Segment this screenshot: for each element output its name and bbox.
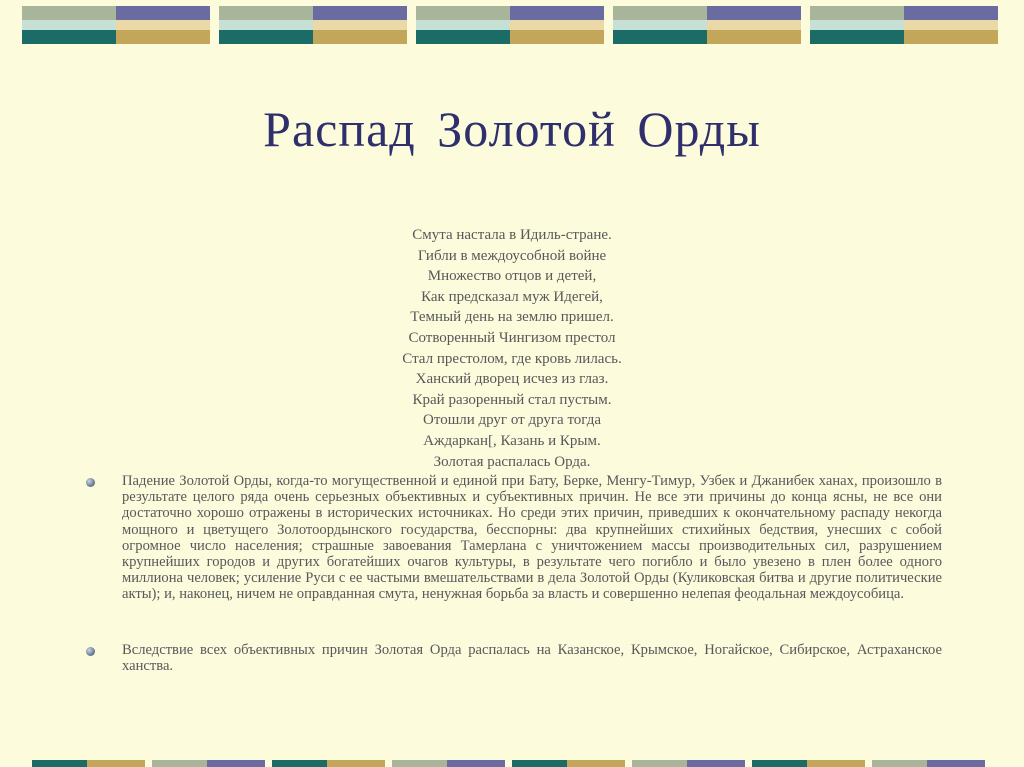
decor-tile	[416, 6, 604, 44]
poem	[300, 225, 724, 472]
poem-line: Стал престолом, где кровь лилась.	[402, 350, 622, 367]
bullet-paragraph: Вследствие всех объективных причин Золотая Орда распалась на Казанское, Крымское, Ногайское, Сибирское, Астраханское ханства.	[122, 642, 942, 675]
decor-tile	[219, 6, 407, 44]
poem-line: Аждаркан[, Казань и Крым.	[423, 432, 601, 449]
bullet-paragraph: Падение Золотой Орды, когда-то могущественной и единой при Бату, Берке, Менгу-Тимур, Узбек и Джанибек ханах, произошло в результате целого ряда очень серьезных объективных и субъективных причин. Не все эти причины до конца ясны, не все они достаточно хорошо отражены в исторических источниках. Но среди этих причин, приведших к окончательному распаду некогда мощного и цветущего Золотоордынского государства, бесспорны: два крупнейших стихийных бедствия, унесших с собой огромное число населения; страшные завоевания Тамерлана с уничтожением массы производительных сил, разрушением крупнейших городов и других богатейших очагов культуры, в результате чего погибло и было увезено в плен более одного миллиона человек; усиление Руси с ее частыми вмешательствами в дела Золотой Орды (Куликовская битва и другие политические акты); и, наконец, ничем не оправданная смута, ненужная борьба за власть и совершенно нелепая феодальная междоусобица.	[122, 473, 942, 603]
decor-tile	[810, 6, 998, 44]
poem-line: Ханский дворец исчез из глаз.	[415, 371, 609, 388]
poem-line: Гибли в междоусобной войне	[417, 247, 607, 264]
poem-line: Отошли друг от друга тогда	[423, 412, 601, 429]
poem-line: Как предсказал муж Идегей,	[421, 288, 603, 305]
poem-line: Сотворенный Чингизом престол	[408, 329, 616, 346]
poem-line: Множество отцов и детей,	[427, 268, 597, 285]
bullet-icon	[86, 647, 95, 656]
poem-line: Смута настала в Идиль-стране.	[412, 227, 612, 243]
poem-line: Золотая распалась Орда.	[433, 453, 591, 470]
bullet-icon	[86, 478, 95, 487]
poem-line: Темный день на землю пришел.	[410, 309, 614, 326]
decor-tile	[22, 6, 210, 44]
slide-title: Распад Золотой Орды	[263, 101, 761, 157]
decor-tile	[613, 6, 801, 44]
poem-line: Край разоренный стал пустым.	[412, 391, 612, 408]
